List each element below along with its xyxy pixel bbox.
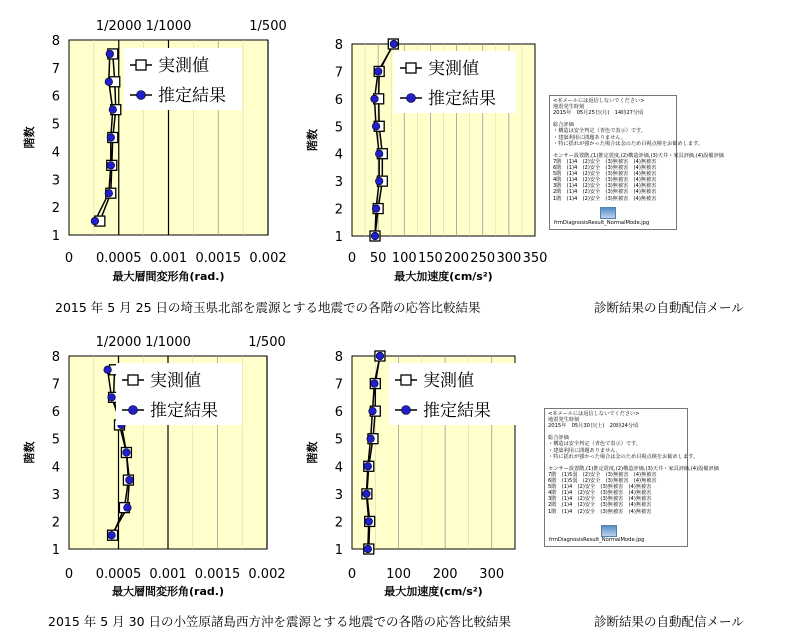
x-tick-label: 200 [444,251,469,266]
y-tick-label: 2 [334,515,343,531]
estimated-point [374,68,382,76]
notification-email-1 [549,95,724,230]
email-line: センサー設置階,(1)推定震度,(2)構造評価,(3)天井・家具評価,(4)設備評価 [553,152,724,159]
estimated-point [375,150,383,158]
y-tick-label: 3 [51,173,60,189]
legend-label: 推定結果 [150,401,218,421]
top-tick-label: 1/2000 [95,335,142,350]
top-tick-label: 1/500 [249,19,287,34]
legend-label: 実測値 [428,59,479,79]
x-tick-label: 0.0005 [95,567,142,582]
estimated-point [108,394,116,402]
email-line: 3階 (1)4 (2)安全 (3)無被害 (4)無被害 [548,496,652,503]
y-tick-label: 5 [334,432,343,448]
y-axis-title: 階数 [306,129,319,151]
legend-label: 推定結果 [158,86,226,106]
y-tick-label: 7 [51,377,60,393]
estimated-point [375,177,383,185]
x-tick-label: 0.002 [248,567,286,582]
email-line: ・建築利用に問題ありません。 [548,447,621,454]
top-tick-label: 1/1000 [145,335,191,350]
y-tick-label: 4 [334,147,343,163]
chart-3 [22,335,286,598]
estimated-point [91,217,99,225]
top-tick-label: 1/500 [248,335,286,350]
estimated-point [126,476,134,484]
y-tick-label: 3 [334,175,343,191]
estimated-point [364,545,372,553]
email-line: 7階 (1)4 (2)安全 (3)無被害 (4)無被害 [553,158,657,165]
email-line: 地震発生時刻 [553,104,585,111]
estimated-point [363,490,371,498]
estimated-point [107,162,115,170]
x-tick-label: 100 [391,251,417,266]
y-tick-label: 2 [334,202,343,218]
y-tick-label: 8 [334,38,343,53]
email-line: 1階 (1)4 (2)安全 (3)無被害 (4)無被害 [553,195,657,202]
email-line: <本メールには返信しないでください> [553,98,645,104]
estimated-point [108,531,116,539]
estimated-point [371,95,379,103]
x-axis-title: 最大層間変形角(rad.) [112,270,225,283]
email-line: 地震発生時刻 [548,417,580,424]
legend-circle-marker [137,91,146,100]
caption-top-left: 2015 年 5 月 25 日の埼玉県北部を震源とする地震での各階の応答比較結果 [55,300,481,315]
y-tick-label: 1 [51,543,60,558]
legend-label: 実測値 [150,371,201,391]
y-tick-label: 1 [51,229,60,244]
chart-2 [305,38,547,283]
y-tick-label: 2 [51,201,60,217]
x-tick-label: 300 [479,567,505,582]
x-tick-label: 0 [347,567,357,582]
y-tick-label: 5 [51,117,60,133]
y-tick-label: 6 [51,405,60,421]
email-line: 2階 (1)4 (2)安全 (3)無被害 (4)無被害 [548,502,652,509]
estimated-point [364,462,372,470]
email-line: 3階 (1)4 (2)安全 (3)無被害 (4)無被害 [553,183,657,190]
estimated-point [123,449,131,457]
y-tick-label: 3 [334,487,343,503]
email-line: 総合評価 [553,122,574,129]
attachment-thumbnail [601,525,617,537]
x-tick-label: 0 [64,251,74,266]
y-tick-label: 8 [51,350,60,365]
y-tick-label: 8 [334,350,343,365]
legend-circle-marker [407,94,416,103]
email-line: 6階 (1)5弱 (2)安全 (3)無被害 (4)無被害 [548,478,657,485]
y-tick-label: 4 [51,145,60,161]
caption-top-right: 診断結果の自動配信メール [594,300,744,315]
email-body [550,96,724,204]
estimated-point [105,189,113,197]
y-tick-label: 7 [51,61,60,77]
email-body [545,409,719,517]
email-line: ・特に揺れが強かった場合は念のため目視点検をお勧めします。 [553,140,704,147]
legend-square-marker [401,375,411,385]
y-tick-label: 3 [51,487,60,503]
notification-email-2 [544,408,719,547]
email-line: 5階 (1)4 (2)安全 (3)無被害 (4)無被害 [548,484,652,491]
email-line: 1階 (1)4 (2)安全 (3)無被害 (4)無被害 [548,508,652,515]
y-tick-label: 6 [334,405,343,421]
y-axis-title: 階数 [23,441,36,464]
email-line: ・構造は安全判定（青色で表示）です。 [553,128,646,135]
x-tick-label: 0 [64,567,74,582]
estimated-point [109,106,117,114]
x-axis-title: 最大加速度(cm/s²) [394,270,493,283]
x-tick-label: 0 [347,251,357,266]
y-tick-label: 4 [334,460,343,476]
email-line: 5階 (1)4 (2)安全 (3)無被害 (4)無被害 [553,171,657,178]
top-tick-label: 1/1000 [145,19,192,34]
x-tick-label: 0.001 [149,251,188,266]
x-axis-title: 最大層間変形角(rad.) [112,585,224,598]
x-axis-title: 最大加速度(cm/s²) [384,585,483,598]
top-tick-label: 1/2000 [95,19,142,34]
y-tick-label: 6 [51,89,60,105]
email-line: 総合評価 [548,435,569,442]
estimated-point [105,78,113,86]
y-tick-label: 7 [334,65,343,81]
estimated-point [390,40,398,48]
legend-label: 実測値 [423,371,474,391]
email-line: 7階 (1)5弱 (2)安全 (3)無被害 (4)無被害 [548,471,657,478]
legend [394,51,516,113]
x-tick-label: 0.0015 [195,251,241,266]
y-tick-label: 1 [334,230,343,245]
email-line: 2015年 05月25日(月) 14時27分頃 [553,110,644,117]
estimated-point [104,366,112,374]
estimated-point [376,352,384,360]
x-tick-label: 100 [386,567,411,582]
legend [389,363,517,425]
email-line: <本メールには返信しないでください> [548,411,640,417]
email-line: 2階 (1)4 (2)安全 (3)無被害 (4)無被害 [553,189,657,196]
email-line: ・特に揺れが強かった場合は念のため目視点検をお勧めします。 [548,453,699,460]
email-line: 2015年 05月30日(土) 20時24分頃 [548,423,639,430]
x-tick-label: 300 [496,251,522,266]
chart-1 [22,19,287,283]
estimated-point [106,50,114,58]
chart-4 [305,350,517,598]
legend-label: 推定結果 [423,401,491,421]
estimated-point [371,232,379,240]
y-axis-title: 階数 [306,441,319,464]
caption-bottom-right: 診断結果の自動配信メール [594,614,744,629]
email-line: 6階 (1)4 (2)安全 (3)無被害 (4)無被害 [553,165,657,172]
estimated-point [367,435,375,443]
y-tick-label: 2 [51,515,60,531]
legend-circle-marker [402,406,411,415]
estimated-point [371,380,379,388]
x-tick-label: 0.001 [149,567,187,582]
y-tick-label: 6 [334,92,343,108]
x-tick-label: 350 [522,251,548,266]
estimated-point [372,205,380,213]
x-tick-label: 50 [369,251,387,266]
x-tick-label: 150 [418,251,443,266]
attachment-thumbnail [600,207,616,219]
legend-square-marker [406,63,416,73]
email-line: センサー設置階,(1)推定震度,(2)構造評価,(3)天井・家具評価,(4)設備評価 [548,465,719,472]
y-tick-label: 5 [51,432,60,448]
email-line: ・構造は安全判定（青色で表示）です。 [548,441,641,448]
y-tick-label: 4 [51,460,60,476]
legend-square-marker [128,375,138,385]
legend [116,363,242,425]
legend-square-marker [136,60,146,70]
estimated-point [365,518,373,526]
estimated-point [124,504,132,512]
y-tick-label: 7 [334,377,343,393]
x-tick-label: 0.0005 [96,251,142,266]
y-axis-title: 階数 [23,126,36,149]
email-line: ・建築利用に問題ありません。 [553,134,626,141]
x-tick-label: 0.002 [249,251,287,266]
caption-bottom-left: 2015 年 5 月 30 日の小笠原諸島西方沖を震源とする地震での各階の応答比較結果 [48,614,512,629]
y-tick-label: 8 [51,34,60,49]
legend-circle-marker [129,406,138,415]
email-line: 4階 (1)4 (2)安全 (3)無被害 (4)無被害 [553,177,657,184]
y-tick-label: 1 [334,543,343,558]
legend-label: 実測値 [158,56,209,76]
y-tick-label: 5 [334,120,343,136]
x-tick-label: 250 [470,251,496,266]
x-tick-label: 200 [432,567,458,582]
legend [124,48,242,110]
email-line: 4階 (1)4 (2)安全 (3)無被害 (4)無被害 [548,490,652,497]
estimated-point [372,122,380,130]
estimated-point [369,407,377,415]
x-tick-label: 0.0015 [194,567,241,582]
attachment-filename: frmDiagnosisResult_NormalMode.jpg [554,220,650,226]
attachment-filename: frmDiagnosisResult_NormalMode.jpg [549,537,645,543]
estimated-point [107,134,115,142]
legend-label: 推定結果 [428,89,496,109]
